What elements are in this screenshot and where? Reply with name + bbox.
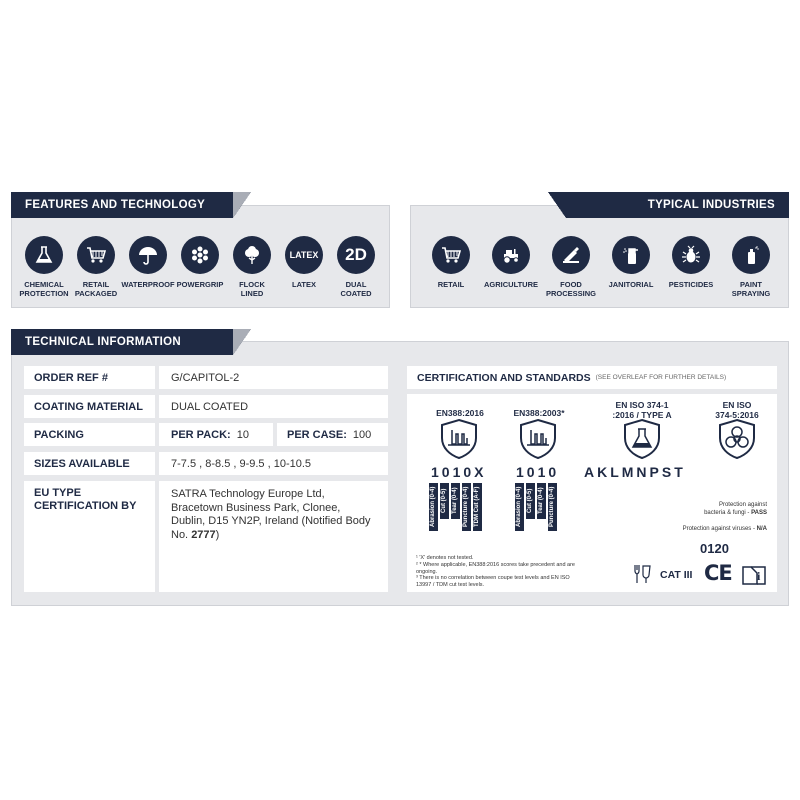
footnote-2b: ongoing. [416, 568, 438, 575]
std2-title: EN388:2003* [513, 408, 565, 418]
performance-bar: Puncture (0-4) [462, 483, 471, 531]
feature-label: RETAIL PACKAGED [74, 280, 118, 298]
spray-can-icon [732, 236, 770, 274]
virus-result: N/A [756, 526, 767, 532]
sizes-label: SIZES AVAILABLE [24, 452, 155, 475]
food-safe-icon [632, 563, 652, 585]
per-case-label: PER CASE: [287, 428, 347, 441]
latex-icon [285, 236, 323, 274]
eu-type-value [159, 481, 388, 592]
feature-powergrip [174, 236, 226, 298]
eu-type-text: SATRA Technology Europe Ltd, Bracetown Business Park, Clonee, Dublin, D15 YN2P, Ireland (Notified Body No. [171, 488, 371, 541]
industry-label: PESTICIDES [668, 280, 714, 289]
feature-label: POWERGRIP [176, 280, 224, 289]
grip-icon [181, 236, 219, 274]
industry-food-processing [541, 236, 601, 298]
std1-title: EN388:2016 [436, 408, 484, 418]
packing-label: PACKING [24, 423, 155, 446]
footnote-1: ¹ 'X' denotes not tested. [416, 555, 474, 561]
performance-bar: Puncture (0-4) [548, 483, 557, 531]
std3-code: AKLMNPST [584, 464, 686, 480]
umbrella-icon [129, 236, 167, 274]
per-pack-label: PER PACK: [171, 428, 231, 441]
feature-flock-lined [226, 236, 278, 298]
flask-icon [25, 236, 63, 274]
bacteria-line2: bacteria & fungi - [704, 509, 752, 516]
industry-agriculture [481, 236, 541, 298]
std4-title-line2: 374-5:2016 [715, 410, 759, 420]
performance-bar: Cut (0-5) [440, 483, 449, 519]
footnote-3b: 13997 / TDM cut test levels. [416, 582, 485, 589]
industry-label: PAINT SPRAYING [731, 280, 771, 298]
cart-icon [432, 236, 470, 274]
cat-iii: CAT III [660, 569, 693, 581]
eu-type-label [24, 481, 155, 592]
std3-title-line2: :2016 / TYPE A [612, 410, 672, 420]
performance-bar: Abrasion (0-4) [429, 483, 438, 531]
info-manual-icon [741, 564, 767, 586]
footnote-3a: ³ There is no correlation between coupe test levels and EN ISO [416, 575, 570, 582]
eu-type-label-line2: CERTIFICATION BY [34, 500, 137, 512]
per-case-cell [277, 423, 388, 446]
tractor-icon [492, 236, 530, 274]
order-ref-label: ORDER REF # [24, 366, 155, 389]
feature-label: DUAL COATED [340, 280, 372, 298]
std2-code: 1010 [516, 464, 560, 480]
feature-label: WATERPROOF [121, 280, 175, 289]
features-icon-row [18, 236, 382, 298]
feature-label: CHEMICAL PROTECTION [19, 280, 69, 298]
feature-chemical-protection [18, 236, 70, 298]
cart-icon [77, 236, 115, 274]
per-pack-cell [159, 423, 273, 446]
biohazard-shield-icon [716, 418, 758, 460]
notified-body-number: 2777 [191, 528, 216, 541]
feature-label: FLOCK LINED [239, 280, 265, 298]
footnotes [416, 555, 616, 589]
std4-title [697, 400, 777, 420]
performance-bar: Abrasion (0-4) [515, 483, 524, 531]
food-slicer-icon [552, 236, 590, 274]
industries-icon-row [421, 236, 781, 298]
latex-icon-text: LATEX [289, 250, 319, 260]
industry-janitorial [601, 236, 661, 298]
performance-bar: Cut (0-5) [526, 483, 535, 519]
coating-label: COATING MATERIAL [24, 395, 155, 418]
industries-title: TYPICAL INDUSTRIES [566, 192, 789, 218]
bacteria-line1: Protection against [718, 502, 767, 508]
per-case-value: 100 [352, 428, 372, 441]
feature-label: LATEX [291, 280, 317, 289]
dual-coated-icon [337, 236, 375, 274]
eu-type-close: ) [215, 528, 220, 541]
per-pack-value: 10 [236, 428, 249, 441]
technical-title: TECHNICAL INFORMATION [11, 329, 233, 355]
cotton-icon [233, 236, 271, 274]
dual-coated-icon-text: 2D [345, 245, 367, 264]
feature-latex [278, 236, 330, 298]
industry-retail [421, 236, 481, 298]
industry-label: AGRICULTURE [483, 280, 539, 289]
industry-paint-spraying [721, 236, 781, 298]
feature-waterproof [122, 236, 174, 298]
order-ref-value: G/CAPITOL-2 [159, 366, 388, 389]
footnote-2a: ² * Where applicable, EN388:2016 scores take precedent and are [416, 561, 575, 568]
std3-title-line1: EN ISO 374-1 [615, 400, 669, 410]
std1-code: 1010X [431, 464, 487, 480]
features-title: FEATURES AND TECHNOLOGY [11, 192, 233, 218]
industry-pesticides [661, 236, 721, 298]
svg-text:i: i [757, 569, 761, 583]
certification-header [407, 366, 777, 389]
chemical-flask-shield-icon [621, 418, 663, 460]
std3-title [596, 400, 688, 420]
feature-dual-coated [330, 236, 382, 298]
certification-title: CERTIFICATION AND STANDARDS [417, 371, 591, 384]
bug-icon [672, 236, 710, 274]
industry-label: JANITORIAL [608, 280, 654, 289]
performance-bar: Tear (0-4) [537, 483, 546, 519]
coating-value: DUAL COATED [159, 395, 388, 418]
notified-number: 0120 [700, 541, 729, 556]
certification-subtitle: (SEE OVERLEAF FOR FURTHER DETAILS) [595, 374, 727, 381]
eu-type-label-line1: EU TYPE [34, 487, 82, 499]
ce-mark: CE [704, 561, 732, 585]
virus-text: Protection against viruses - [682, 526, 757, 532]
performance-bar: TDM Cut (A-F) [473, 483, 482, 531]
industry-label: RETAIL [437, 280, 465, 289]
feature-retail-packaged [70, 236, 122, 298]
performance-bar: Tear (0-4) [451, 483, 460, 519]
en388-shield-icon [438, 418, 480, 460]
virus-protection [620, 526, 767, 534]
bacteria-result: PASS [751, 509, 767, 516]
sizes-value: 7-7.5 , 8-8.5 , 9-9.5 , 10-10.5 [159, 452, 388, 475]
en388-2003-shield-icon [517, 418, 559, 460]
spray-bottle-icon [612, 236, 650, 274]
bacteria-protection [660, 502, 767, 517]
std4-title-line1: EN ISO [722, 400, 752, 410]
industry-label: FOOD PROCESSING [545, 280, 596, 298]
